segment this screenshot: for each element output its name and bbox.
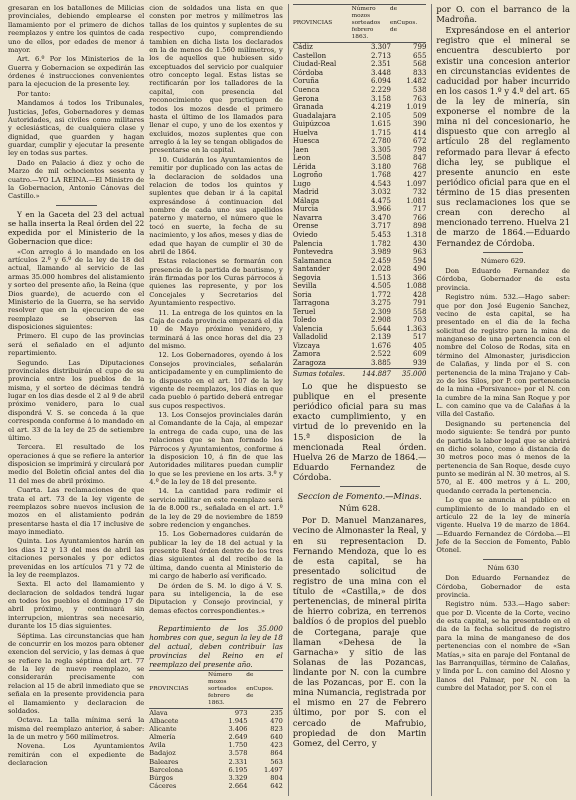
table-cell: 655 — [413, 51, 427, 60]
table-cell: 405 — [413, 341, 427, 350]
table-cell: 2.459 — [370, 256, 391, 265]
paragraph: 12. Los Gobernadores, oyendo á los Consejos provinciales, señalarán anticipadamente y en cumplimiento de lo dispuesto en el art. 107 de la ley vigente de reemplazos, los dias en que cada pueblo ó partido deberá entregar sus cupos respectivos. — [149, 351, 283, 410]
table-row — [293, 154, 427, 163]
paragraph: Don Eduardo Fernandez de Córdoba, Gobernador de esta provincia. — [436, 267, 570, 292]
table-cell: 798 — [413, 145, 427, 154]
paragraph: Novena. Los Ayuntamientos remitirán con el expediente de declaracion — [8, 742, 145, 768]
table-cell: Granada — [292, 103, 324, 112]
table-row — [293, 240, 427, 249]
table-cell: 490 — [413, 265, 427, 274]
column-header: PROVINCIAS — [293, 5, 352, 43]
table-cell: Pontevedra — [292, 248, 334, 257]
table-cell: Segovia — [292, 273, 321, 282]
table-cell: 1.715 — [370, 128, 391, 137]
table-cell: 2.664 — [228, 781, 248, 790]
table-row — [293, 146, 427, 155]
table-cell: 2.309 — [370, 307, 391, 316]
table-cell: 2.105 — [370, 111, 391, 120]
table-cell: 2.139 — [370, 333, 391, 342]
table-cell: 1.081 — [406, 196, 427, 205]
table-cell: 3.275 — [370, 299, 391, 308]
table-cell: 1.019 — [406, 103, 427, 112]
table-cell: 430 — [413, 239, 427, 248]
table-cell: 3.305 — [370, 145, 391, 154]
table-cell: 4.543 — [370, 179, 391, 188]
table-cell: 847 — [413, 154, 427, 163]
table-cell: 2.780 — [370, 137, 391, 146]
table-row — [293, 333, 427, 342]
notice-number: Núm 630 — [487, 563, 519, 572]
paragraph: 11. La entrega de los quintos en la Caja de cada provincia empezará el dia 10 de Mayo próximo venidero, y terminará á las once horas del dia 23 del mismo. — [149, 308, 283, 350]
divider — [56, 205, 97, 206]
paragraph: Segundo. Las Diputaciones provinciales distribuirán el cupo de su provincia entre los pueblos de la misma, y el sorteo de décimas tendrá lugar en los dias desde el 2 al 9 de abril próximo venidero, para lo cual dispondrá V. S. se conceda á la que corresponda conforme á lo mandado en el art. 33 de la ley de 25 de setiembre último. — [8, 358, 145, 442]
text-column-2 — [149, 4, 283, 796]
table-cell: 640 — [270, 733, 283, 742]
table-cell: 791 — [413, 299, 427, 308]
table-cell: 3.180 — [370, 162, 391, 171]
paragraph: Mandamos á todos los Tribunales, Justicias, Jefes, Gobernadores y demas Autoridades, asi civiles como militares y eclesiásticas, de cualquiera clase y dignidad, que guarden y hagan guardar, cumplir y ejecutar la presente ley en todas sus partes. — [8, 99, 145, 158]
paragraph: por O. con el barranco de la Madroña. — [436, 4, 570, 25]
table-row — [293, 129, 427, 138]
table-cell: 804 — [270, 773, 283, 782]
table-row — [293, 342, 427, 351]
table-cell: Guipúzcoa — [292, 120, 331, 129]
table-row — [293, 299, 427, 308]
table-row — [293, 188, 427, 197]
table-cell: Coruña — [292, 77, 319, 86]
table-cell: 1.772 — [370, 290, 391, 299]
table-caption: Repartimiento de los 35.000 hombres con que, segun la ley de 18 del actual, deben contribuir las provincias del Reino en el reemplazo del presente año. — [149, 624, 283, 669]
table-cell: 833 — [413, 68, 427, 77]
table-cell: 898 — [413, 222, 427, 231]
divider — [196, 619, 236, 620]
table-cell: Palencia — [292, 239, 323, 248]
paragraph: De órden de S. M. lo digo á V. S. para su inteligencia, la de ese Diputacion y Consejo provincial, y demas efectos correspondientes.» — [149, 581, 283, 615]
paragraph: Séptima. Las circunstancias que han de concurrir en los mozos para obtener exencion del servicio, y las demas á que se refiere la regla séptima del art. 77 de la ley de nuevo reemplazo, se considerarán precisamente con relacion al 15 de abril inmediato que se señala en la presente providencia para el llamamiento y declaracion de soldados. — [8, 631, 145, 715]
table-cell: Murcia — [292, 205, 319, 214]
table-cell: Cáceres — [149, 781, 177, 790]
table-row — [293, 43, 427, 52]
table-cell: Jaen — [292, 145, 309, 154]
table-cell: 1.097 — [406, 179, 427, 188]
table-row — [293, 274, 427, 283]
table-cell: 1.615 — [370, 120, 391, 129]
table-row — [293, 171, 427, 180]
table-cell: Zamora — [292, 350, 321, 359]
table-cell: 2.908 — [370, 316, 391, 325]
paragraph: Designando su pertenencia del modo siguiente: Se tendrá por punto de partida la labor legal que se abrirá en dicho solano, como á distancia de 30 metros poco mas ó menos de la pertenencia de San Roque, desde cuyo punto se medirán al N. 30 metros, al S. 570, al E. 400 metros y á L. 200, quedando cerrada la pertenencia. — [436, 419, 570, 495]
table-cell: 973 — [234, 709, 248, 718]
quota-table-part-2 — [293, 4, 427, 378]
table-cell: 1.513 — [370, 273, 391, 282]
paragraph: Sexta. El acto del llamamiento y declaracion de soldados tendrá lugar en todos los pueblos el domingo 17 de abril próximo, y continuará sin interrupcion, mientras sea necesario, durante los 15 dias siguientes. — [8, 580, 145, 631]
paragraph: 13. Los Consejos provinciales darán al Comandante de la Caja, al empezar la entrega de cada cupo, una de las relaciones que se han formado los Párrocos y Ayuntamientos, conforme á la disposicion 10, á fin de que las Autoridades militares puedan cumplir lo que se les previene en los arts. 3.º y 4.º de la ley de 18 del presente. — [149, 411, 283, 486]
table-cell: Oviedo — [292, 231, 318, 239]
table-cell: 4.475 — [370, 196, 391, 205]
paragraph: Primero. El cupo de las provincias será el señalado en el adjunto repartimiento. — [8, 332, 145, 358]
table-cell: 428 — [413, 290, 427, 299]
table-row — [293, 282, 427, 291]
table-row — [293, 325, 427, 334]
table-cell: 3.470 — [370, 213, 391, 222]
table-cell: Tarragona — [292, 299, 330, 308]
table-cell: 423 — [270, 741, 283, 750]
paragraph: Tercera. El resultado de los operaciones á que se refiere la anterior disposicion se imprimirá y circulará por medio del Boletin oficial antes del dia 11 del mes de abril próximo. — [8, 443, 145, 485]
table-row — [149, 733, 283, 741]
table-cell: 366 — [413, 273, 427, 282]
table-cell: 5.644 — [370, 324, 391, 333]
table-row — [293, 163, 427, 172]
table-cell: Lérida — [292, 162, 316, 171]
table-cell: 3.508 — [370, 154, 391, 163]
table-cell: 390 — [413, 120, 427, 129]
table-cell: 1.363 — [406, 324, 427, 333]
table-row — [149, 741, 283, 749]
table-cell: 1.088 — [406, 282, 427, 291]
table-cell: 3.717 — [370, 222, 391, 231]
table-cell: 799 — [413, 43, 427, 52]
table-row — [149, 709, 283, 718]
table-cell: 717 — [413, 205, 427, 214]
table-row — [293, 95, 427, 104]
table-cell: 4.505 — [370, 282, 391, 291]
divider — [483, 252, 523, 253]
table-cell: 939 — [413, 358, 427, 367]
table-cell: 3.158 — [370, 94, 391, 103]
paragraph: Cuarta. Las reclamaciones de que trata el art. 73 de la ley vigente de reemplazos sobre nuevos inclusion de mozos en el alistamiento podrán presentarse hasta el dia 17 inclusive de mayo inmediato. — [8, 486, 145, 536]
table-cell: 6.195 — [228, 765, 248, 774]
table-cell: 768 — [413, 162, 427, 171]
paragraph: 10. Cuidarán los Ayuntamientos de remitir por duplicado con las actas de la declaracion de soldados una relacion de todos los quintos y suplentes que deban ir á la capital expresándose á continuacion del nombre de cada uno sus apellidos paterno y materno, el número que le tocó en suerte, la fecha de su nacimiento, y los años, meses y dias de edad que hayan de cumplir el 30 de abril de 1864. — [149, 155, 283, 256]
table-cell: 3.329 — [228, 773, 248, 782]
table-row — [293, 197, 427, 206]
table-cell: Alava — [149, 709, 168, 718]
table-cell: 823 — [270, 725, 283, 734]
table-cell: Valladolid — [292, 333, 328, 342]
paragraph: Y en la Gaceta del 23 del actual se halla inserta la Real órden del 22 expedida por el Ministerio de la Gobernacion que dice: — [8, 209, 145, 247]
table-cell: 35.000 — [397, 368, 426, 378]
table-cell: 766 — [413, 213, 427, 222]
table-cell: 642 — [270, 781, 283, 790]
table-total-row — [293, 368, 427, 378]
paragraph: Lo que se anuncia al público en cumplimiento de lo mandado en el artículo 22 de la ley de minería vigente. Huelva 19 de marzo de 1864.—Eduardo Fernandez de Córdoba.—El Jefe de la Seccion de Fomento, Pablo Otonel. — [436, 496, 570, 555]
table-cell: 1.497 — [263, 765, 283, 774]
table-row — [293, 205, 427, 214]
table-row — [149, 766, 283, 774]
table-row — [293, 180, 427, 189]
table-cell: Cuenca — [292, 85, 320, 94]
paragraph: 14. La cantidad para redimir el servicio militar en este reemplazo será la de 8.000 rs., señalada en el art. 1.º de la ley de 29 de noviembre de 1859 sobre redencion y enganches. — [149, 487, 283, 529]
table-cell: 963 — [413, 248, 427, 257]
table-cell: Logroño — [292, 171, 323, 180]
table-row — [293, 103, 427, 112]
table-cell: 3.989 — [370, 248, 391, 257]
paragraph: Estas relaciones se formarán con presencia de la partida de bautismo, y irán firmadas por los Curas párrocos á quienes las represente, y por los Concejales y Secretarios del Ayuntamiento respectivo. — [149, 257, 283, 308]
table-row — [293, 120, 427, 129]
table-cell: 672 — [413, 137, 427, 146]
notice-number: Número 629. — [480, 256, 526, 265]
table-row — [293, 359, 427, 368]
table-cell: 1.768 — [370, 171, 391, 180]
table-cell: Navarra — [292, 213, 323, 222]
table-cell: 2.229 — [370, 85, 391, 94]
table-row — [293, 86, 427, 95]
table-cell: Vizcaya — [292, 341, 320, 350]
table-cell: 1.482 — [406, 77, 427, 86]
table-row — [149, 725, 283, 733]
table-row — [293, 69, 427, 78]
table-cell: Huesca — [292, 137, 320, 146]
divider — [483, 559, 523, 560]
table-cell: Teruel — [292, 307, 316, 316]
table-cell: 2.649 — [228, 733, 248, 742]
text-column-4 — [431, 4, 570, 796]
table-row — [149, 774, 283, 782]
table-cell: Lugo — [292, 179, 311, 188]
table-row — [293, 308, 427, 317]
paragraph: Art. 6.º Por los Ministerios de la Guerra y Gobernacion se expedirán las órdenes é instrucciones convenientes para la ejecucion de la presente ley. — [8, 55, 145, 89]
table-cell: 3.307 — [370, 43, 391, 52]
quota-table-part-1 — [149, 670, 283, 790]
table-row — [149, 749, 283, 757]
table-cell: 864 — [270, 749, 283, 758]
table-cell: Toledo — [292, 316, 317, 325]
table-cell: Ciudad-Real — [292, 60, 337, 69]
table-cell: Valencia — [292, 324, 323, 333]
table-cell: 517 — [413, 333, 427, 342]
table-cell: Cádiz — [292, 43, 313, 52]
table-cell: 6.094 — [370, 77, 391, 86]
table-cell: 2.522 — [370, 350, 391, 359]
table-row — [293, 350, 427, 359]
column-header: Cupos. — [253, 671, 282, 709]
text-column-3 — [288, 4, 427, 796]
table-row — [149, 758, 283, 766]
table-row — [149, 782, 283, 790]
paragraph: Registro núm. 532.—Hago saber: que por don José Eugenio Sanchez, vecino de esta capital, se ha presentado en el dia de la fecha solicitud de registro para la mina de manganeso de una pertenencia con el nombre del Coloso de Rodas, sita en término del Almonaster, jurisdiccion de Calañas, y linda por el S. con pertenencia de la mina Trajano y Cab-zo de los Silos, por P. con pertenencia de la mina «Porsivance» por el N. con la cumbre de la mina San Roque y por L. con camino que va de Calañas á la villa del Castaño. — [436, 293, 570, 419]
table-cell: 414 — [413, 128, 427, 137]
table-cell: Córdoba — [292, 68, 324, 77]
table-row — [293, 214, 427, 223]
table-row — [293, 137, 427, 146]
table-row — [293, 231, 427, 240]
notice-number: Núm 628. — [338, 503, 381, 514]
table-cell: Zaragoza — [292, 358, 326, 367]
paragraph: Lo que he dispuesto se publique en el presente periódico oficial para su mas exacto cumplimiento, y en virtud de lo prevenido en la 15.ª disposicion de la mencionada Real órden. Huelva 26 de Marzo de 1864.—Eduardo Fernandez de Córdoba. — [292, 381, 427, 483]
table-cell: 568 — [413, 60, 427, 69]
divider — [340, 486, 380, 487]
paragraph: Dado en Palacio á diez y ocho de Marzo de mil ochocientos sesenta y cuatro.—YO LA REINA.—El Ministro de la Gobernacion, Antonio Cánovas del Castillo.» — [8, 158, 145, 201]
table-row — [149, 717, 283, 725]
table-cell: 2.331 — [228, 757, 248, 766]
paragraph: Quinta. Los Ayuntamientos harán en los dias 12 y 13 del mes de abril las citaciones personales y por edictos prevenidas en los artículos 71 y 72 de la ley de reemplazos. — [8, 537, 145, 579]
table-cell: Búrgos — [149, 773, 174, 782]
table-cell: Santander — [292, 265, 330, 274]
table-cell: 3.406 — [228, 725, 248, 734]
table-cell: 3.885 — [370, 358, 391, 367]
table-cell: 732 — [413, 188, 427, 197]
table-cell: 1.945 — [228, 717, 248, 726]
table-row — [293, 112, 427, 121]
table-cell: 609 — [413, 350, 427, 359]
table-cell: Sevilla — [292, 282, 317, 291]
column-header: Cupos. — [397, 5, 426, 43]
table-row — [293, 257, 427, 266]
table-row — [293, 291, 427, 300]
table-cell: Leon — [292, 154, 311, 163]
table-row — [293, 248, 427, 257]
table-row — [293, 77, 427, 86]
paragraph: Por tanto: — [17, 89, 51, 98]
paragraph: cion de soldados una lista en que consten por metros y milímetros las tallas de los quintos y suplentes de su respectivo cupo, comprendiendo tambien en dicha lista los declarados en la de menos de 1.560 milímetros, y los de aquellos que hubiesen sido exceptuados del servicio por cualquier otro concepto legal. Estas listas se rectificarán por los talladores de la capital, con presencia del reconocimiento que practiquen de todos los mozos desde el primero hasta el último de los llamados para llenar el cupo, y uno de los exentos y excluidos, mozos suplentes que con arreglo á la ley se tengan obligados de presentarse en la capital. — [149, 4, 283, 155]
table-cell: 2.713 — [370, 51, 391, 60]
paragraph: Expresándose en el anterior registro que el mineral se encuentra descubierto por existir una concesion anterior en circunstancias evidentes de caducidad por haber incurrido en los casos 1.º y 4.º del art. 65 de la ley de minería, sin exponerse el nombre de la mina ni del concesionario, he dispuesto que con arreglo al artículo 28 del reglamento reformado para llevar á efecto dicha ley, se publique el presente anuncio en este periódico oficial para que en el término de 15 dias presenten sus reclamaciones los que se crean con derecho al mencionado terreno. Huelva 21 de marzo de 1864.—Eduardo Fernandez de Córdoba. — [436, 25, 570, 248]
table-cell: Castellon — [292, 51, 327, 60]
table-cell: Málaga — [292, 196, 320, 205]
table-cell: Soria — [292, 290, 312, 299]
table-cell: 2.351 — [370, 60, 391, 69]
section-title: Seccion de Fomento.—Minas. — [297, 491, 422, 502]
table-cell: Barcelona — [149, 765, 184, 774]
table-cell: 563 — [270, 757, 283, 766]
table-cell: 594 — [413, 256, 427, 265]
table-cell: Madrid — [292, 188, 319, 197]
column-header: Número de mozos sorteados en febrero de 1863. — [352, 5, 397, 43]
table-cell: 4.219 — [370, 103, 391, 112]
table-cell: 144.887 — [352, 368, 397, 378]
table-cell: 558 — [413, 307, 427, 316]
table-cell: 2.028 — [370, 265, 391, 274]
paragraph: Por D. Manuel Manzanares, vecino de Almonaster la Real, y en su representacion D. Fernando Mendoza, que lo es de esta capital, se ha presentado solicitud de registro de una mina con el título de «Castilla,» de dos pertenencias, de mineral pirita de hierro cobriza, en terrenos baldíos ó de propios del pueblo de Cortegana, paraje que llaman «Dehesa de la Garnacha» y sitio de las Solanas de las Pozancas, lindante por N. con la cumbre de las Pozancas, por E. con la mina Numancia, registrada por el mismo en 27 de Febrero último, por por S. con el cercado de Mafrubio, propiedad de don Martin Gomez, del Cerro, y — [292, 515, 427, 748]
table-cell: 1.318 — [406, 231, 427, 239]
paragraph: Don Eduardo Fernandez de Córdoba, Gobernador de esta provincia. — [436, 574, 570, 599]
table-cell: Huelva — [292, 128, 318, 137]
table-cell: 5.453 — [370, 231, 391, 239]
table-cell: Salamanca — [292, 256, 332, 265]
table-cell: Gerona — [292, 94, 319, 103]
paragraph: Registro núm. 533.—Hago saber: que por D. Vicente de la Corte, vecino de esta capital, se ha presentado en el dia de la fecha solicitud de registro para la mina de manganeso de dos pertenencias con el nombre de «San Matías,» sita en paraje del Fontanal de las Barranquillas, término de Calañas, y linda por L. con camino del Alosno y llanos del Palmar, por N. con la cumbre del Matador, por S. con el — [436, 600, 570, 692]
table-cell: 427 — [413, 171, 427, 180]
table-row — [293, 52, 427, 61]
table-cell: 3.448 — [370, 68, 391, 77]
paragraph: 15. Los Gobernadores cuidarán de publicar la ley de 18 del actual y la presente Real órden dentro de los tres dias siguientes al del recibo de la última, dando cuenta al Ministerio de mi cargo de haberlo así verificado. — [149, 530, 283, 581]
table-cell: Alicante — [149, 725, 177, 734]
table-cell: Orense — [292, 222, 319, 231]
table-row — [293, 316, 427, 325]
paragraph: «Con arreglo á lo mandado en los artículos 2.º y 6.º de la ley de 18 del actual, llamando al servicio de las armas 35.000 hombres del alistamiento y sorteo del presente año, la Reina (que Dios guarde), de acuerdo con el Ministerio de la Guerra, se ha servido resolver que en la ejecucion de ese reemplazo se observen las disposiciones siguientes: — [8, 247, 145, 331]
table-cell: 509 — [413, 111, 427, 120]
table-row — [293, 222, 427, 231]
table-cell: Avila — [149, 741, 166, 750]
table-cell: 1.676 — [370, 341, 391, 350]
table-cell: Guadalajara — [292, 111, 337, 120]
column-header: PROVINCIAS — [149, 671, 208, 709]
table-cell: 3.966 — [370, 205, 391, 214]
table-cell: 1.750 — [228, 741, 248, 750]
table-cell: 470 — [270, 717, 283, 726]
table-row — [293, 60, 427, 69]
table-cell: 3.032 — [370, 188, 391, 197]
table-cell: 1.782 — [370, 239, 391, 248]
table-row — [293, 265, 427, 274]
table-cell: 3.578 — [228, 749, 248, 758]
table-cell: 703 — [413, 316, 427, 325]
table-cell: 538 — [413, 85, 427, 94]
table-cell: Almería — [149, 733, 176, 742]
table-cell: 235 — [270, 709, 283, 718]
table-cell: Badajoz — [149, 749, 176, 758]
table-cell: Baleares — [149, 757, 179, 766]
table-cell: 763 — [413, 94, 427, 103]
table-cell: Albacete — [149, 717, 179, 726]
paragraph: gresaran en los batallones de Milicias provinciales, debiendo emplearse el llamamiento por el primero de dichos reemplazos y entre los quintos de cada uno de ellos, por edades de menor á mayor. — [8, 4, 145, 54]
column-header: Número de mozos sorteados en febrero de 1863. — [208, 671, 253, 709]
text-column-1 — [8, 4, 144, 796]
paragraph: Octava. La talla mínima será la misma del reemplazo anterior, á saber: la de un metro y 560 milímetros. — [8, 716, 145, 741]
table-cell: Sumas totales. — [293, 368, 352, 378]
